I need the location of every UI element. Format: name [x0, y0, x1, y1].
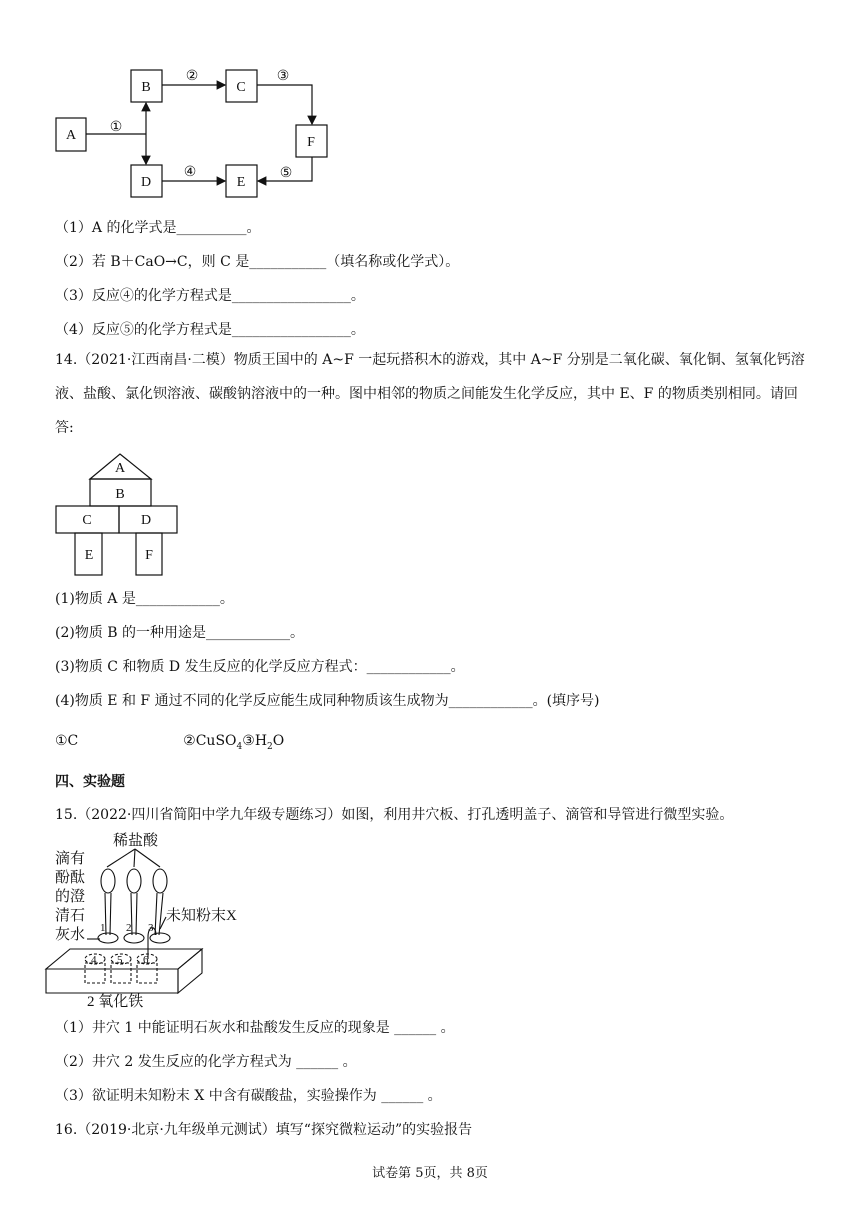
- option-2: ②CuSO$_4$: [183, 733, 243, 752]
- edge-label-5: ⑤: [279, 166, 293, 181]
- block-d: D: [140, 513, 152, 528]
- edge-label-3: ③: [276, 69, 290, 84]
- label-left-2: 酚酞: [55, 870, 86, 886]
- well-3: 3: [148, 922, 154, 934]
- q13-item-4: （4）反应⑤的化学方程式是_________________。: [55, 322, 365, 338]
- block-e: E: [84, 548, 94, 563]
- block-f: F: [145, 548, 153, 563]
- node-c: C: [236, 80, 246, 95]
- q13-item-2: （2）若 B＋CaO→C，则 C 是___________（填名称或化学式）。: [55, 254, 460, 270]
- q14-stem: 14.（2021·江西南昌·二模）物质王国中的 A~F 一起玩搭积木的游戏，其中 A~F 分别是二氧化碳、氧化铜、氢氧化钙溶液、盐酸、氯化钡溶液、碳酸钠溶液中的一种。图中相邻的物质之间能发生化学反应，其中 E、F 的物质类别相同。请回答:: [55, 352, 805, 436]
- q13-item-3: （3）反应④的化学方程式是_________________。: [55, 288, 365, 304]
- block-b: B: [115, 487, 125, 502]
- q14-item-4: (4)物质 E 和 F 通过不同的化学反应能生成同种物质该生成物为____________。(填序号): [55, 693, 600, 709]
- page-footer: 试卷第 5页，共 8页: [372, 1166, 488, 1181]
- q15-stem: 15.（2022·四川省简阳中学九年级专题练习）如图，利用井穴板、打孔透明盖子、滴管和导管进行微型实验。: [55, 807, 734, 823]
- label-left-3: 的澄: [55, 889, 86, 905]
- edge-label-4: ④: [183, 165, 197, 180]
- label-left-1: 滴有: [55, 851, 86, 867]
- label-iron-oxide: 2 氧化铁: [87, 994, 144, 1010]
- q14-item-1: (1)物质 A 是____________。: [55, 591, 234, 607]
- well-plate-front: [46, 969, 178, 993]
- q15-item-1: （1）井穴 1 中能证明石灰水和盐酸发生反应的现象是 ______ 。: [55, 1020, 455, 1036]
- q13-item-1: （1）A 的化学式是__________。: [55, 220, 261, 236]
- well-1: 1: [100, 922, 106, 934]
- well-4: 4: [91, 954, 97, 966]
- q15-item-2: （2）井穴 2 发生反应的化学方程式为 ______ 。: [55, 1054, 357, 1070]
- section-heading: 四、实验题: [55, 774, 125, 790]
- dropper-1: [101, 869, 115, 893]
- well-2: 2: [126, 922, 132, 934]
- well-plate-top: [46, 949, 202, 969]
- q14-item-2: (2)物质 B 的一种用途是____________。: [55, 625, 305, 641]
- label-dilute-hcl: 稀盐酸: [113, 833, 159, 849]
- block-diagram-q14: [0, 450, 200, 580]
- node-a: A: [65, 128, 77, 143]
- label-unknown-powder: 未知粉末X: [166, 908, 237, 924]
- flow-diagram-q13: [0, 0, 860, 210]
- label-left-5: 灰水: [55, 927, 86, 943]
- dropper-3: [153, 869, 167, 893]
- option-1: ①C: [55, 733, 79, 749]
- option-3: $③H_2O$: [242, 733, 285, 752]
- well-6: 6: [143, 954, 149, 966]
- q14-item-3: (3)物质 C 和物质 D 发生反应的化学反应方程式：____________。: [55, 659, 465, 675]
- well-5: 5: [117, 954, 123, 966]
- block-c: C: [82, 513, 92, 528]
- block-a: A: [114, 461, 126, 476]
- node-b: B: [141, 80, 151, 95]
- edge-label-1: ①: [109, 120, 123, 135]
- label-left-4: 清石: [55, 908, 86, 924]
- dropper-2: [127, 869, 141, 893]
- node-d: D: [140, 175, 152, 190]
- node-f: F: [307, 135, 315, 150]
- node-e: E: [236, 175, 246, 190]
- q14-options: [55, 731, 284, 757]
- q15-item-3: （3）欲证明未知粉末 X 中含有碳酸盐，实验操作为 ______ 。: [55, 1088, 442, 1104]
- q16-stem: 16.（2019·北京·九年级单元测试）填写“探究微粒运动”的实验报告: [55, 1122, 473, 1138]
- well-plate-figure: [0, 825, 300, 1010]
- edge-label-2: ②: [185, 69, 199, 84]
